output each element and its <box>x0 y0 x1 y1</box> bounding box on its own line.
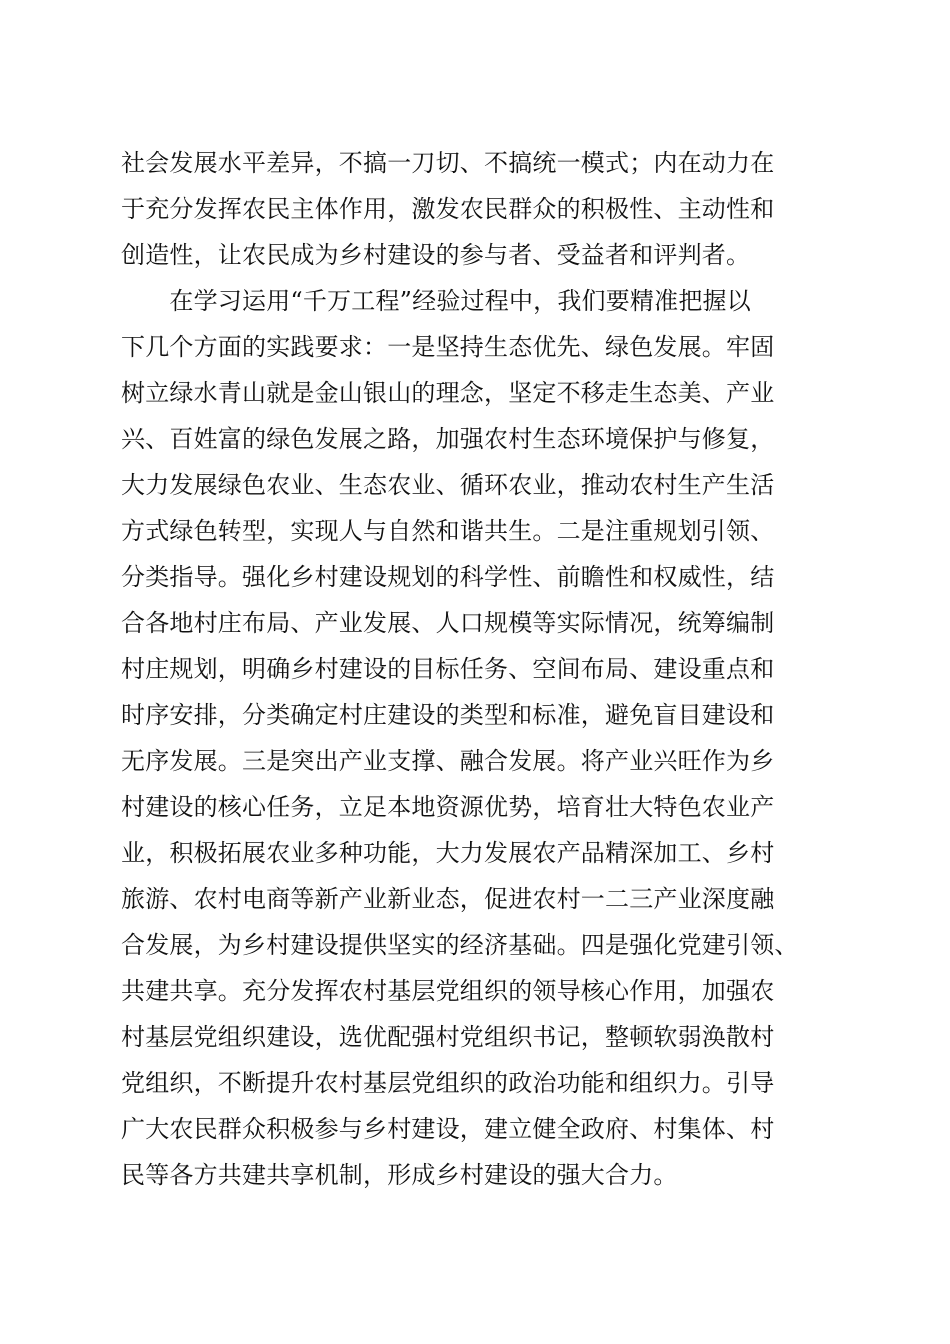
text-line: 旅游、农村电商等新产业新业态，促进农村一二三产业深度融 <box>121 885 775 913</box>
text-line: 无序发展。三是突出产业支撑、融合发展。将产业兴旺作为乡 <box>121 747 775 775</box>
text-line: 共建共享。充分发挥农村基层党组织的领导核心作用，加强农 <box>121 977 775 1005</box>
text-line: 村基层党组织建设，选优配强村党组织书记，整顿软弱涣散村 <box>121 1023 775 1051</box>
paragraph-1 <box>121 140 841 278</box>
text-line: 合发展，为乡村建设提供坚实的经济基础。四是强化党建引领、 <box>121 931 799 959</box>
text-line: 民等各方共建共享机制，形成乡村建设的强大合力。 <box>121 1161 678 1189</box>
text-line: 创造性，让农民成为乡村建设的参与者、受益者和评判者。 <box>121 241 751 269</box>
body-text <box>121 140 841 1198</box>
text-line: 下几个方面的实践要求：一是坚持生态优先、绿色发展。牢固 <box>121 333 775 361</box>
text-line: 于充分发挥农民主体作用，激发农民群众的积极性、主动性和 <box>121 195 775 223</box>
text-line: 广大农民群众积极参与乡村建设，建立健全政府、村集体、村 <box>121 1115 775 1143</box>
text-line: 村庄规划，明确乡村建设的目标任务、空间布局、建设重点和 <box>121 655 775 683</box>
text-line: 兴、百姓富的绿色发展之路，加强农村生态环境保护与修复， <box>121 425 775 453</box>
text-line: 社会发展水平差异，不搞一刀切、不搞统一模式；内在动力在 <box>121 149 775 177</box>
text-line: 分类指导。强化乡村建设规划的科学性、前瞻性和权威性，结 <box>121 563 775 591</box>
text-line: 时序安排，分类确定村庄建设的类型和标准，避免盲目建设和 <box>121 701 775 729</box>
text-line: 党组织，不断提升农村基层党组织的政治功能和组织力。引导 <box>121 1069 775 1097</box>
text-line: 村建设的核心任务，立足本地资源优势，培育壮大特色农业产 <box>121 793 775 821</box>
text-line: 在学习运用“千万工程”经验过程中，我们要精准把握以 <box>121 287 751 315</box>
text-line: 业，积极拓展农业多种功能，大力发展农产品精深加工、乡村 <box>121 839 775 867</box>
text-line: 大力发展绿色农业、生态农业、循环农业，推动农村生产生活 <box>121 471 775 499</box>
paragraph-2 <box>121 278 841 1198</box>
text-line: 合各地村庄布局、产业发展、人口规模等实际情况，统筹编制 <box>121 609 775 637</box>
text-line: 方式绿色转型，实现人与自然和谐共生。二是注重规划引领、 <box>121 517 775 545</box>
text-line: 树立绿水青山就是金山银山的理念，坚定不移走生态美、产业 <box>121 379 775 407</box>
